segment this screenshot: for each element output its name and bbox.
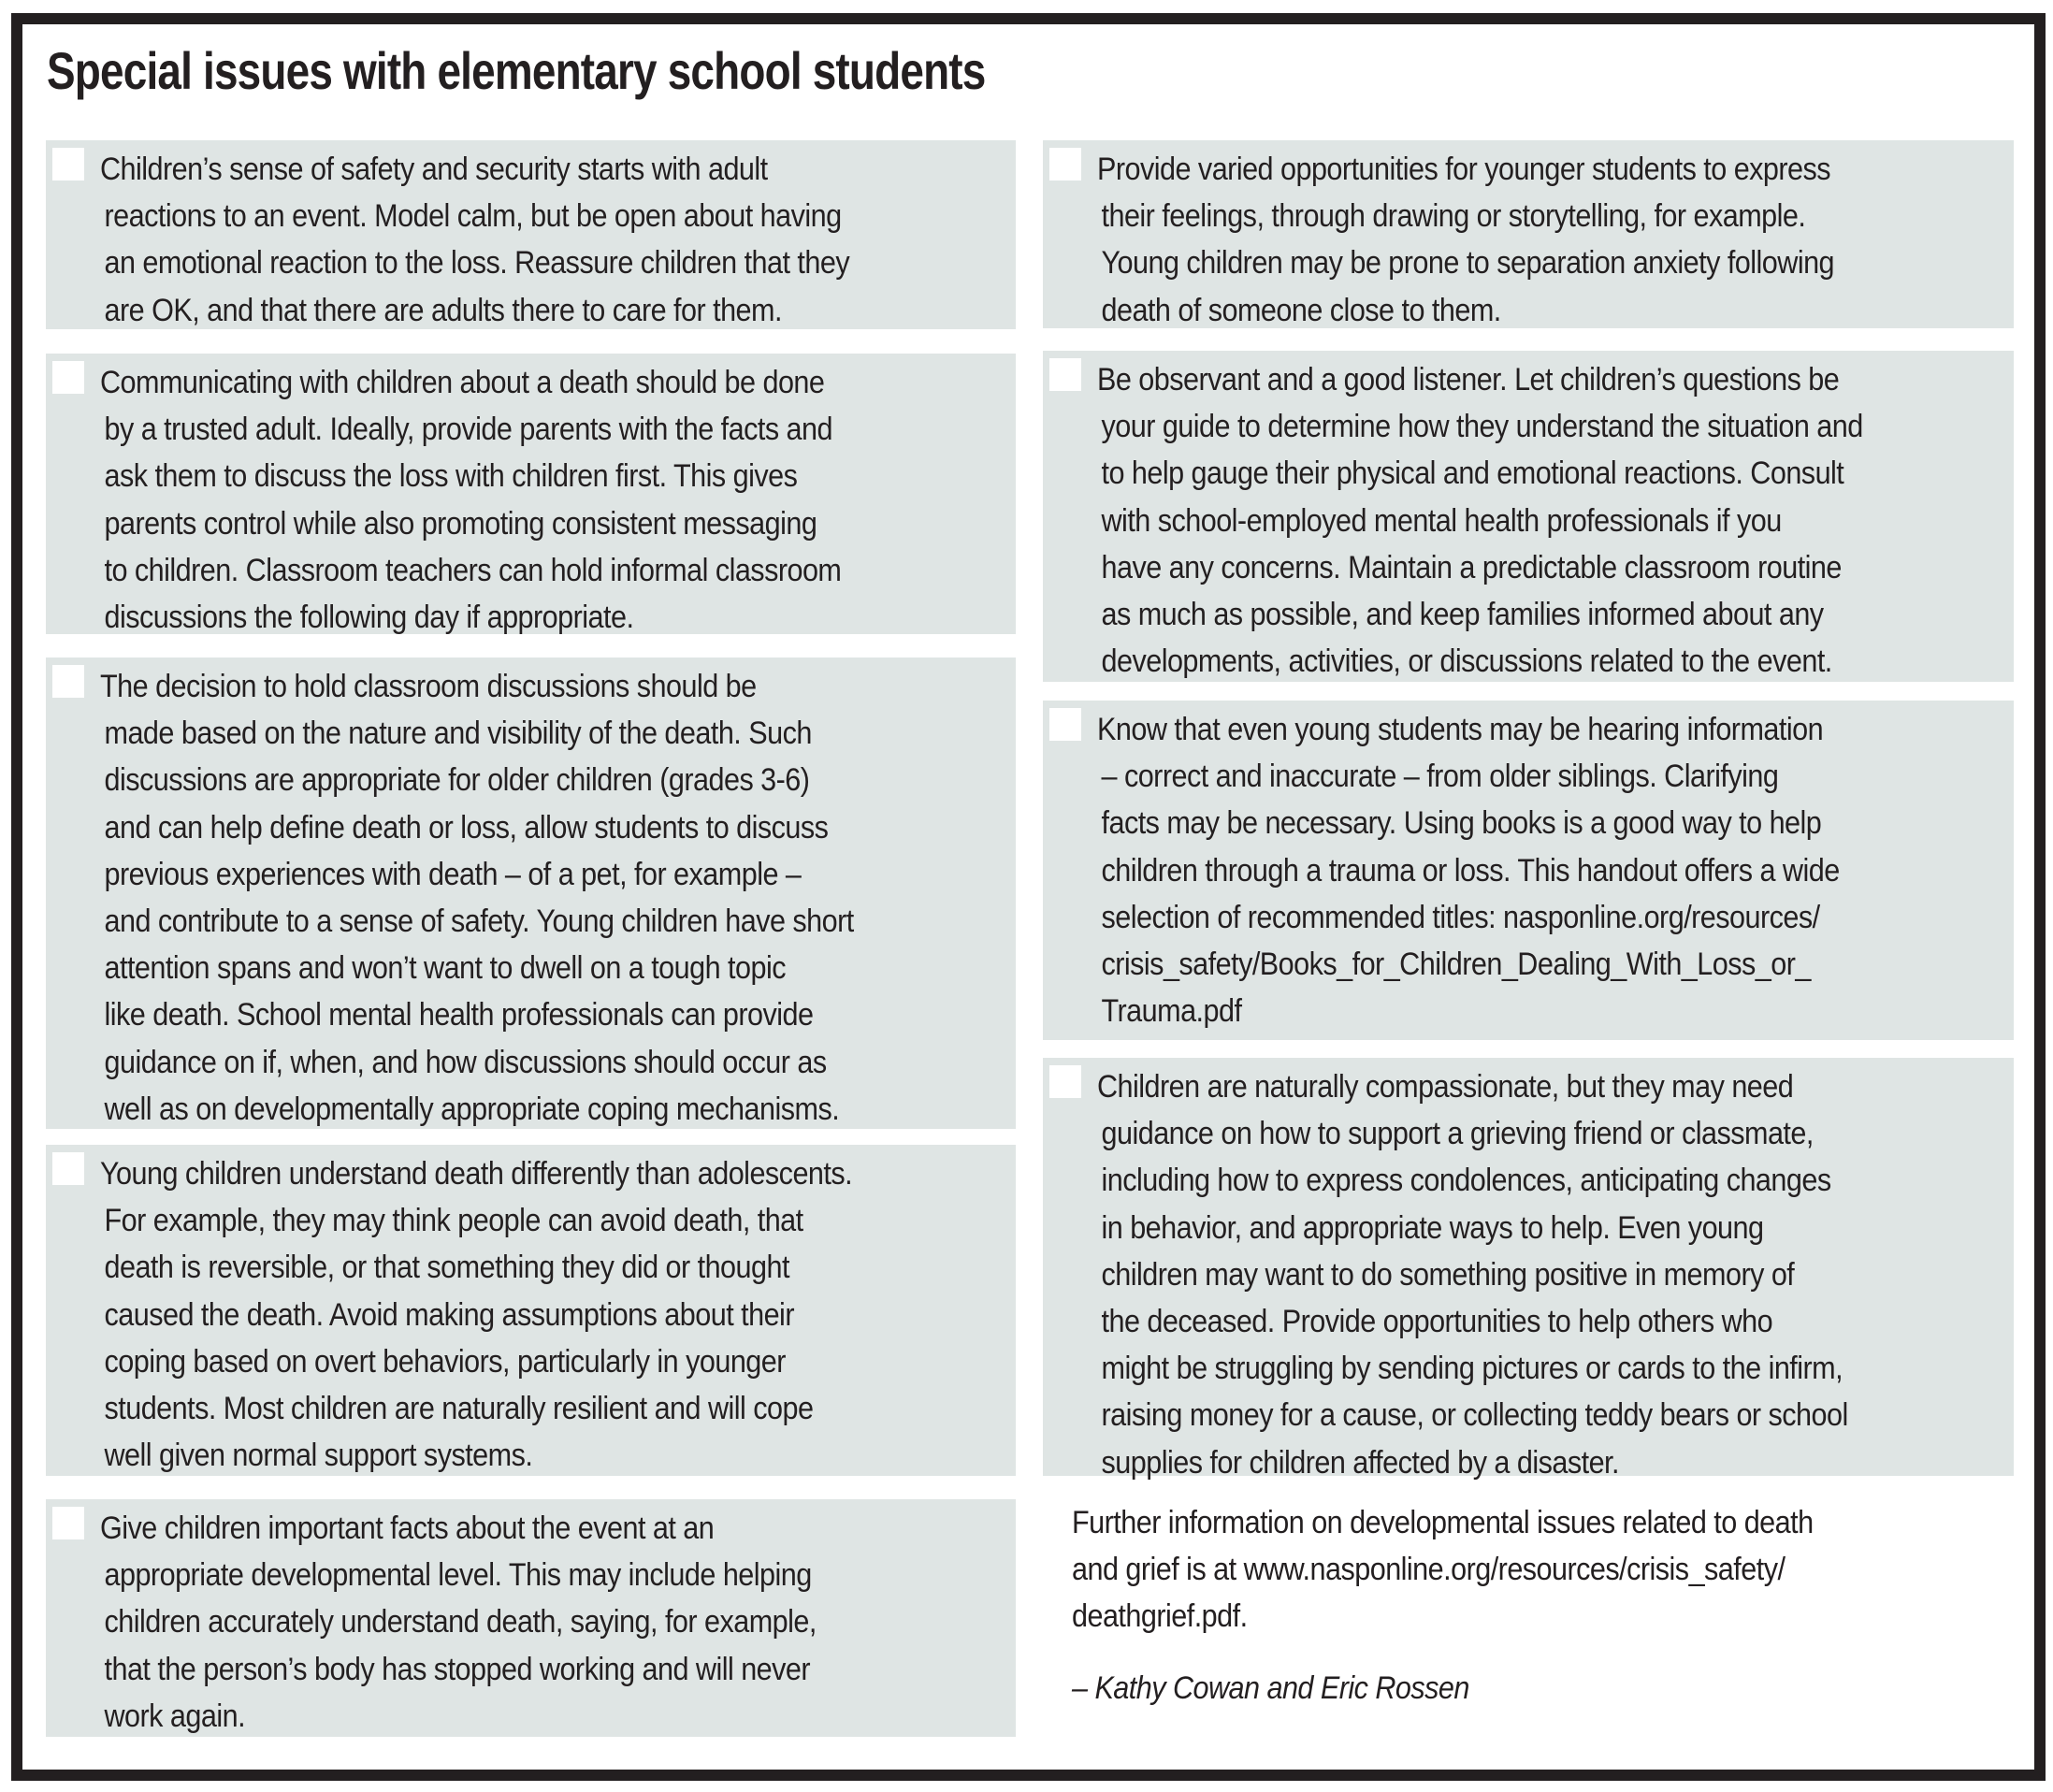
checklist-item-text xyxy=(100,663,937,1133)
text-line: crisis_safety/Books_for_Children_Dealing_With_Loss_or_ xyxy=(1101,947,1811,983)
text-line: Young children understand death differently than adolescents. xyxy=(100,1156,853,1192)
text-line: For example, they may think people can avoid death, that xyxy=(104,1203,803,1239)
checkbox-icon[interactable] xyxy=(52,1507,84,1539)
checklist-item xyxy=(46,354,1016,634)
text-line: selection of recommended titles: nasponline.org/resources/ xyxy=(1101,899,1820,935)
checklist-item-text xyxy=(1097,146,1916,334)
checklist-item xyxy=(1043,1058,2014,1481)
checkbox-icon[interactable] xyxy=(1049,358,1081,391)
checklist-item xyxy=(46,140,1016,329)
text-line: caused the death. Avoid making assumptions about their xyxy=(104,1296,794,1333)
text-line: ask them to discuss the loss with children first. This gives xyxy=(104,458,798,495)
text-line: death of someone close to them. xyxy=(1101,292,1501,328)
text-line: death is reversible, or that something they did or thought xyxy=(104,1250,789,1286)
checklist-item-text xyxy=(100,1150,935,1479)
text-line: Young children may be prone to separation anxiety following xyxy=(1101,245,1835,282)
checklist-item-text xyxy=(100,1505,896,1740)
text-line: work again. xyxy=(104,1698,246,1734)
text-line: – correct and inaccurate – from older siblings. Clarifying xyxy=(1101,759,1779,795)
text-line: including how to express condolences, anticipating changes xyxy=(1101,1163,1831,1199)
text-line: developments, activities, or discussions related to the event. xyxy=(1101,643,1832,680)
checklist-item xyxy=(46,1145,1016,1476)
checklist-item-text xyxy=(1097,356,1948,685)
text-line: Know that even young students may be hearing information xyxy=(1097,712,1824,747)
text-line: well given normal support systems. xyxy=(104,1438,533,1474)
text-line: with school-employed mental health professionals if you xyxy=(1101,502,1782,539)
text-line: children through a trauma or loss. This handout offers a wide xyxy=(1101,852,1840,889)
checkbox-icon[interactable] xyxy=(52,148,84,181)
text-line: might be struggling by sending pictures or cards to the infirm, xyxy=(1101,1351,1843,1387)
further-information xyxy=(1072,1499,1896,1640)
text-line: in behavior, and appropriate ways to help. Even young xyxy=(1101,1209,1764,1246)
page-title: Special issues with elementary school students xyxy=(47,41,986,100)
checklist-item xyxy=(46,1499,1016,1737)
text-line: and contribute to a sense of safety. Young children have short xyxy=(104,903,854,940)
text-line: like death. School mental health professionals can provide xyxy=(104,997,814,1033)
text-line: guidance on if, when, and how discussions should occur as xyxy=(104,1044,827,1080)
text-line: the deceased. Provide opportunities to help others who xyxy=(1101,1304,1773,1340)
text-line: to children. Classroom teachers can hold informal classroom xyxy=(104,552,842,588)
author-line: – Kathy Cowan and Eric Rossen xyxy=(1072,1670,1469,1706)
text-line: discussions are appropriate for older children (grades 3-6) xyxy=(104,762,810,799)
text-line: by a trusted adult. Ideally, provide parents with the facts and xyxy=(104,412,832,448)
checkbox-icon[interactable] xyxy=(1049,1065,1081,1098)
text-line: facts may be necessary. Using books is a good way to help xyxy=(1101,805,1822,842)
checklist-item-text xyxy=(100,146,933,334)
text-line: reactions to an event. Model calm, but be open about having xyxy=(104,198,842,235)
text-line: The decision to hold classroom discussions should be xyxy=(100,669,757,704)
checklist-item-text xyxy=(100,359,923,641)
text-line: previous experiences with death – of a pet, for example – xyxy=(104,856,802,892)
text-line: supplies for children affected by a disaster. xyxy=(1101,1444,1619,1481)
text-line: made based on the nature and visibility of the death. Such xyxy=(104,715,812,752)
checklist-item-text xyxy=(1097,706,1922,1034)
text-line: coping based on overt behaviors, particularly in younger xyxy=(104,1343,786,1380)
text-line: Give children important facts about the event at an xyxy=(100,1510,715,1546)
text-line: appropriate developmental level. This may include helping xyxy=(104,1557,812,1594)
text-line: children accurately understand death, saying, for example, xyxy=(104,1604,817,1640)
text-line: well as on developmentally appropriate coping mechanisms. xyxy=(104,1091,840,1127)
text-line: your guide to determine how they understand the situation and xyxy=(1101,409,1863,445)
checkbox-icon[interactable] xyxy=(1049,708,1081,741)
text-line: Be observant and a good listener. Let children’s questions be xyxy=(1097,362,1840,397)
text-line: Further information on developmental issues related to death xyxy=(1072,1505,1814,1540)
checkbox-icon[interactable] xyxy=(52,361,84,394)
text-line: Children are naturally compassionate, but they may need xyxy=(1097,1069,1794,1105)
text-line: and can help define death or loss, allow students to discuss xyxy=(104,809,829,845)
text-line: Trauma.pdf xyxy=(1101,993,1242,1030)
text-line: guidance on how to support a grieving friend or classmate, xyxy=(1101,1116,1814,1152)
text-line: deathgrief.pdf. xyxy=(1072,1598,1248,1635)
text-line: their feelings, through drawing or storytelling, for example. xyxy=(1101,198,1806,235)
checklist-item-text xyxy=(1097,1063,1931,1486)
text-line: Communicating with children about a death should be done xyxy=(100,365,825,400)
text-line: parents control while also promoting consistent messaging xyxy=(104,505,817,542)
checkbox-icon[interactable] xyxy=(52,1152,84,1185)
text-line: are OK, and that there are adults there to care for them. xyxy=(104,292,782,328)
text-line: Children’s sense of safety and security starts with adult xyxy=(100,152,768,187)
text-line: and grief is at www.nasponline.org/resources/crisis_safety/ xyxy=(1072,1552,1786,1588)
checklist-item xyxy=(1043,351,2014,682)
text-line: that the person’s body has stopped working and will never xyxy=(104,1651,811,1687)
text-line: to help gauge their physical and emotional reactions. Consult xyxy=(1101,455,1844,492)
checklist-item xyxy=(46,658,1016,1129)
text-line: Provide varied opportunities for younger students to express xyxy=(1097,152,1831,187)
checklist-item xyxy=(1043,701,2014,1040)
text-line: attention spans and won’t want to dwell on a tough topic xyxy=(104,950,786,987)
checkbox-icon[interactable] xyxy=(1049,148,1081,181)
text-line: discussions the following day if appropriate. xyxy=(104,600,634,636)
text-line: raising money for a cause, or collecting teddy bears or school xyxy=(1101,1397,1848,1434)
checklist-item xyxy=(1043,140,2014,328)
text-line: an emotional reaction to the loss. Reassure children that they xyxy=(104,245,850,282)
author-credit xyxy=(1072,1665,1513,1712)
text-line: have any concerns. Maintain a predictable classroom routine xyxy=(1101,549,1842,585)
checkbox-icon[interactable] xyxy=(52,665,84,698)
text-line: students. Most children are naturally resilient and will cope xyxy=(104,1391,814,1427)
text-line: children may want to do something positive in memory of xyxy=(1101,1256,1795,1293)
text-line: as much as possible, and keep families informed about any xyxy=(1101,597,1824,633)
